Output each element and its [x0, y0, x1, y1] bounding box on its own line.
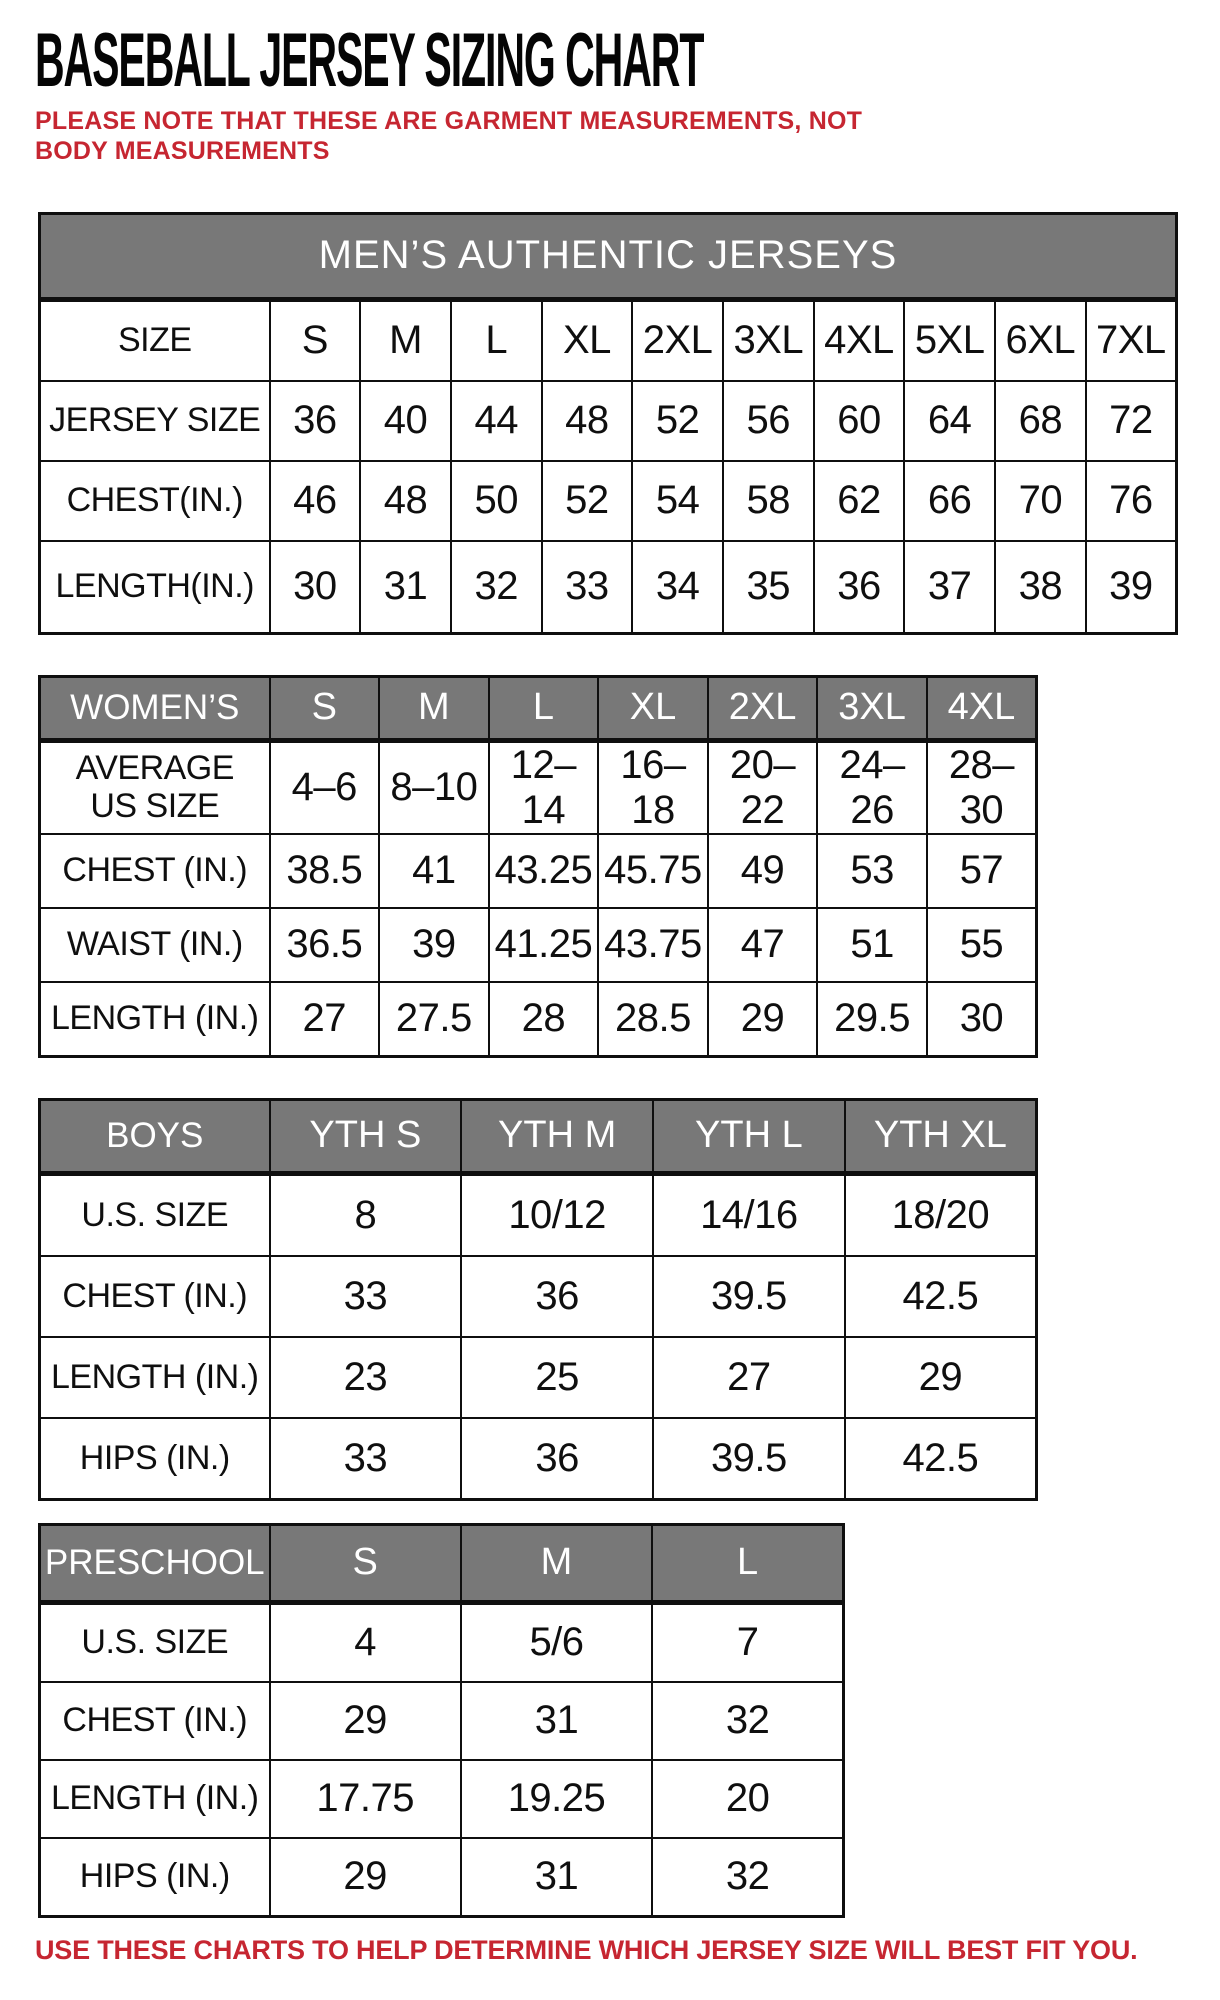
size-header-cell: 4XL — [927, 676, 1037, 740]
value-cell: 5XL — [904, 299, 995, 381]
value-cell: 24–26 — [817, 740, 927, 834]
page-title: BASEBALL JERSEY SIZING CHART — [35, 18, 704, 103]
value-cell: XL — [542, 299, 633, 381]
value-cell: 39.5 — [653, 1256, 845, 1337]
row-label-text: LENGTH (IN.) — [51, 999, 259, 1038]
table-row — [40, 1418, 1037, 1500]
value-cell: 27 — [270, 982, 380, 1057]
value-cell: 29 — [708, 982, 818, 1057]
value-cell: 45.75 — [598, 834, 708, 908]
value-cell: 7XL — [1086, 299, 1177, 381]
value-cell: 52 — [542, 461, 633, 541]
value-cell: 38 — [995, 541, 1086, 634]
value-cell: 36 — [461, 1418, 653, 1500]
row-label-text: WAIST (IN.) — [66, 925, 243, 964]
table-row — [40, 1682, 844, 1760]
value-cell: 48 — [360, 461, 451, 541]
value-cell: 40 — [360, 381, 451, 461]
row-label-text: U.S. SIZE — [81, 1195, 229, 1234]
table-header-label: PRESCHOOL — [40, 1524, 270, 1602]
preschool-sizing-table — [38, 1523, 845, 1918]
row-label-text: AVERAGE US SIZE — [75, 749, 234, 826]
size-header-cell: YTH XL — [845, 1099, 1037, 1173]
value-cell: 33 — [270, 1418, 462, 1500]
value-cell: 27.5 — [379, 982, 489, 1057]
sizing-chart-page — [0, 18, 1220, 2000]
table-banner: MEN’S AUTHENTIC JERSEYS — [40, 213, 1177, 299]
value-cell: 3XL — [723, 299, 814, 381]
value-cell: 38.5 — [270, 834, 380, 908]
row-label-text: LENGTH (IN.) — [51, 1779, 259, 1818]
value-cell: 66 — [904, 461, 995, 541]
table-row — [40, 676, 1037, 740]
value-cell: 60 — [814, 381, 905, 461]
value-cell: 12–14 — [489, 740, 599, 834]
value-cell: 64 — [904, 381, 995, 461]
value-cell: 19.25 — [461, 1760, 652, 1838]
row-label — [40, 1760, 270, 1838]
value-cell: 42.5 — [845, 1256, 1037, 1337]
value-cell: 44 — [451, 381, 542, 461]
value-cell: 34 — [632, 541, 723, 634]
value-cell: 76 — [1086, 461, 1177, 541]
table-row — [40, 1760, 844, 1838]
value-cell: 32 — [652, 1838, 843, 1917]
value-cell: 14/16 — [653, 1173, 845, 1256]
size-header-cell: 3XL — [817, 676, 927, 740]
value-cell: S — [270, 299, 361, 381]
table-row — [40, 908, 1037, 982]
value-cell: 20 — [652, 1760, 843, 1838]
row-label — [40, 1838, 270, 1917]
value-cell: 50 — [451, 461, 542, 541]
size-header-cell: XL — [598, 676, 708, 740]
value-cell: 10/12 — [461, 1173, 653, 1256]
row-label-text: JERSEY SIZE — [49, 401, 261, 440]
value-cell: 30 — [927, 982, 1037, 1057]
value-cell: 32 — [652, 1682, 843, 1760]
size-header-cell: YTH M — [461, 1099, 653, 1173]
value-cell: 48 — [542, 381, 633, 461]
value-cell: M — [360, 299, 451, 381]
value-cell: 57 — [927, 834, 1037, 908]
row-label — [40, 982, 270, 1057]
table-row — [40, 1524, 844, 1602]
value-cell: 47 — [708, 908, 818, 982]
value-cell: 33 — [270, 1256, 462, 1337]
row-label — [40, 834, 270, 908]
value-cell: 70 — [995, 461, 1086, 541]
table-row — [40, 1173, 1037, 1256]
value-cell: 28.5 — [598, 982, 708, 1057]
value-cell: 16–18 — [598, 740, 708, 834]
row-label — [40, 381, 270, 461]
value-cell: 33 — [542, 541, 633, 634]
size-header-cell: M — [379, 676, 489, 740]
table-row — [40, 299, 1177, 381]
value-cell: 7 — [652, 1602, 843, 1682]
value-cell: 41 — [379, 834, 489, 908]
value-cell: 41.25 — [489, 908, 599, 982]
fit-advice-footer: USE THESE CHARTS TO HELP DETERMINE WHICH JERSEY SIZE WILL BEST FIT YOU. — [35, 1934, 1138, 1965]
row-label — [40, 1337, 270, 1418]
value-cell: 72 — [1086, 381, 1177, 461]
table-row — [40, 982, 1037, 1057]
table-row — [40, 1099, 1037, 1173]
table-row — [40, 541, 1177, 634]
value-cell: 8 — [270, 1173, 462, 1256]
table-row — [40, 213, 1177, 299]
value-cell: 53 — [817, 834, 927, 908]
value-cell: 27 — [653, 1337, 845, 1418]
value-cell: 29.5 — [817, 982, 927, 1057]
value-cell: 4–6 — [270, 740, 380, 834]
value-cell: 17.75 — [270, 1760, 461, 1838]
value-cell: 5/6 — [461, 1602, 652, 1682]
row-label-text: HIPS (IN.) — [79, 1857, 230, 1896]
row-label — [40, 1602, 270, 1682]
table-row — [40, 381, 1177, 461]
size-header-cell: S — [270, 676, 380, 740]
value-cell: 6XL — [995, 299, 1086, 381]
table-row — [40, 740, 1037, 834]
value-cell: 32 — [451, 541, 542, 634]
value-cell: 4XL — [814, 299, 905, 381]
row-label-text: CHEST (IN.) — [62, 1701, 248, 1740]
size-header-cell: YTH L — [653, 1099, 845, 1173]
value-cell: 36 — [270, 381, 361, 461]
boys-sizing-table — [38, 1098, 1038, 1501]
value-cell: 29 — [845, 1337, 1037, 1418]
value-cell: 4 — [270, 1602, 461, 1682]
value-cell: 36.5 — [270, 908, 380, 982]
value-cell: 31 — [461, 1838, 652, 1917]
size-header-cell: 2XL — [708, 676, 818, 740]
womens-sizing-table — [38, 675, 1038, 1058]
value-cell: 56 — [723, 381, 814, 461]
size-header-cell: M — [461, 1524, 652, 1602]
value-cell: 28–30 — [927, 740, 1037, 834]
value-cell: 39 — [1086, 541, 1177, 634]
value-cell: 28 — [489, 982, 599, 1057]
table-row — [40, 1337, 1037, 1418]
value-cell: 23 — [270, 1337, 462, 1418]
value-cell: 29 — [270, 1838, 461, 1917]
row-label-text: CHEST(IN.) — [66, 481, 243, 520]
mens-sizing-table — [38, 212, 1178, 635]
row-label — [40, 1418, 270, 1500]
value-cell: 18/20 — [845, 1173, 1037, 1256]
row-label — [40, 1173, 270, 1256]
row-label-text: CHEST (IN.) — [62, 851, 248, 890]
table-row — [40, 1602, 844, 1682]
value-cell: 37 — [904, 541, 995, 634]
value-cell: 43.75 — [598, 908, 708, 982]
table-row — [40, 834, 1037, 908]
size-header-cell: L — [489, 676, 599, 740]
table-row — [40, 1256, 1037, 1337]
value-cell: 68 — [995, 381, 1086, 461]
size-header-cell: S — [270, 1524, 461, 1602]
value-cell: 31 — [360, 541, 451, 634]
value-cell: 54 — [632, 461, 723, 541]
value-cell: 51 — [817, 908, 927, 982]
row-label-text: LENGTH(IN.) — [55, 567, 254, 606]
value-cell: 29 — [270, 1682, 461, 1760]
garment-measurement-note: PLEASE NOTE THAT THESE ARE GARMENT MEASUREMENTS, NOT BODY MEASUREMENTS — [35, 106, 863, 165]
row-label — [40, 908, 270, 982]
table-header-label: BOYS — [40, 1099, 270, 1173]
value-cell: 43.25 — [489, 834, 599, 908]
value-cell: 2XL — [632, 299, 723, 381]
value-cell: 39.5 — [653, 1418, 845, 1500]
row-label — [40, 1256, 270, 1337]
value-cell: 49 — [708, 834, 818, 908]
table-row — [40, 1838, 844, 1917]
value-cell: 35 — [723, 541, 814, 634]
row-label — [40, 541, 270, 634]
row-label — [40, 1682, 270, 1760]
value-cell: 25 — [461, 1337, 653, 1418]
row-label-text: U.S. SIZE — [81, 1623, 229, 1662]
value-cell: 39 — [379, 908, 489, 982]
row-label-text: LENGTH (IN.) — [51, 1357, 259, 1396]
value-cell: 58 — [723, 461, 814, 541]
value-cell: 8–10 — [379, 740, 489, 834]
value-cell: 31 — [461, 1682, 652, 1760]
value-cell: 36 — [814, 541, 905, 634]
size-header-cell: L — [652, 1524, 843, 1602]
value-cell: 36 — [461, 1256, 653, 1337]
row-label — [40, 299, 270, 381]
table-header-label: WOMEN’S — [40, 676, 270, 740]
row-label — [40, 461, 270, 541]
value-cell: 62 — [814, 461, 905, 541]
table-row — [40, 461, 1177, 541]
row-label-text: SIZE — [117, 321, 192, 360]
value-cell: 42.5 — [845, 1418, 1037, 1500]
value-cell: 46 — [270, 461, 361, 541]
value-cell: 30 — [270, 541, 361, 634]
row-label-text: CHEST (IN.) — [62, 1276, 248, 1315]
value-cell: L — [451, 299, 542, 381]
size-header-cell: YTH S — [270, 1099, 462, 1173]
row-label-text: HIPS (IN.) — [79, 1438, 230, 1477]
value-cell: 55 — [927, 908, 1037, 982]
row-label — [40, 740, 270, 834]
value-cell: 20–22 — [708, 740, 818, 834]
value-cell: 52 — [632, 381, 723, 461]
